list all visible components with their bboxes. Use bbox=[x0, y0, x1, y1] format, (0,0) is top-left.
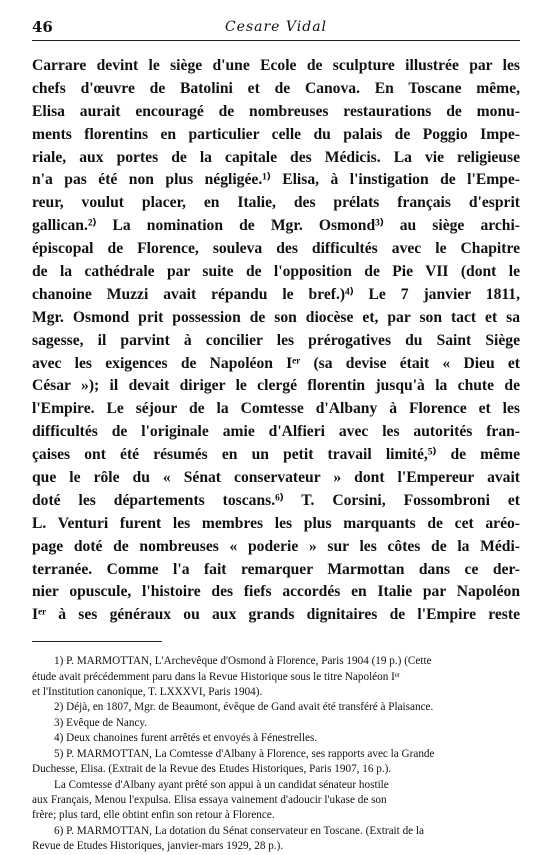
body-line: L. Venturi furent les membres les plus marquants de cet aréo- bbox=[32, 514, 520, 532]
body-line: l'Empire. Le séjour de la Comtesse d'Albany à Florence et les bbox=[32, 400, 520, 418]
footnote-line: La Comtesse d'Albany ayant prêté son appui à un candidat sénateur hostile bbox=[54, 778, 389, 791]
body-line: riale, aux portes de la capitale des Médicis. La vie religieuse bbox=[32, 148, 520, 166]
body-line: reur, voulut placer, en Italie, des prélats français d'esprit bbox=[32, 194, 520, 212]
body-line: gallican.²⁾ La nomination de Mgr. Osmond³⁾ au siège archi- bbox=[32, 217, 520, 235]
body-line: doté les départements toscans.⁶⁾ T. Corsini, Fossombroni et bbox=[32, 491, 520, 509]
footnote-line: 5) P. MARMOTTAN, La Comtesse d'Albany à Florence, ses rapports avec la Grande bbox=[54, 747, 435, 760]
body-line: çaises ont été résumés en un petit travail limité,⁵⁾ de même bbox=[32, 446, 520, 464]
body-line: page doté de nombreuses « poderie » sur les côtes de la Médi- bbox=[32, 537, 520, 555]
body-line: chanoine Muzzi avait répandu le bref.)⁴⁾ Le 7 janvier 1811, bbox=[32, 285, 520, 303]
footnote-line: étude avait précédemment paru dans la Revue Historique sous le titre Napoléon Iᵉʳ bbox=[32, 670, 401, 683]
footnote-line: 2) Déjà, en 1807, Mgr. de Beaumont, évêque de Gand avait été transféré à Plaisance. bbox=[54, 701, 434, 714]
body-line: Mgr. Osmond prit possession de son diocèse et, par son tact et sa bbox=[32, 308, 520, 326]
body-line: Carrare devint le siège d'une Ecole de sculpture illustrée par les bbox=[32, 57, 520, 74]
body-line: avec les exigences de Napoléon Iᵉʳ (sa devise était « Dieu et bbox=[32, 354, 520, 372]
footnote-divider bbox=[32, 641, 162, 642]
footnote-line: 1) P. MARMOTTAN, L'Archevêque d'Osmond à Florence, Paris 1904 (19 p.) (Cette bbox=[54, 655, 432, 668]
body-line: nier opuscule, l'histoire des fiefs accordés en Italie par Napoléon bbox=[32, 583, 520, 601]
body-line: de la cathédrale par suite de l'opposition de Pie VII (dont le bbox=[32, 263, 520, 281]
body-line: n'a pas été non plus négligée.¹⁾ Elisa, à l'instigation de l'Empe- bbox=[32, 171, 520, 189]
footnote-line: Duchesse, Elisa. (Extrait de la Revue des Etudes Historiques, Paris 1907, 16 p.). bbox=[32, 763, 392, 776]
body-line: ments florentins en particulier celle du palais de Poggio Impe- bbox=[32, 125, 520, 143]
body-line: terranée. Comme l'a fait remarquer Marmottan dans ce der- bbox=[32, 560, 520, 578]
body-line: que le rôle du « Sénat conservateur » dont l'Empereur avait bbox=[32, 469, 520, 487]
page bbox=[32, 16, 520, 855]
body-line: épiscopal de Florence, souleva des difficultés avec le Chapitre bbox=[32, 240, 520, 258]
footnote-line: 6) P. MARMOTTAN, La dotation du Sénat conservateur en Toscane. (Extrait de la bbox=[54, 824, 425, 837]
footnote-line: 3) Evêque de Nancy. bbox=[54, 716, 148, 729]
footnotes bbox=[32, 654, 520, 854]
page-number: 46 bbox=[32, 18, 53, 36]
body-line: chefs d'œuvre de Batolini et de Canova. En Toscane même, bbox=[32, 79, 520, 97]
body-line: difficultés de l'originale amie d'Alfieri avec les autorités fran- bbox=[32, 423, 520, 441]
body-line: sagesse, il parvint à concilier les prérogatives du Saint Siège bbox=[32, 331, 520, 349]
footnote-line: 4) Deux chanoines furent arrêtés et envoyés à Fénestrelles. bbox=[54, 732, 318, 745]
page-header bbox=[32, 16, 520, 41]
body-line: Elisa aurait encouragé de nombreuses restaurations de monu- bbox=[32, 102, 520, 120]
footnote-line: Revue de Etudes Historiques, janvier-mars 1929, 28 p.). bbox=[32, 840, 284, 853]
body-text bbox=[32, 55, 520, 627]
footnote-line: aux Français, Menou l'expulsa. Elisa essaya vainement d'adoucir l'ukase de son bbox=[32, 793, 387, 806]
footnote-line: et l'Institution canonique, T. LXXXVI, Paris 1904). bbox=[32, 686, 263, 699]
body-line: César »); il devait diriger le clergé florentin jusqu'à la chute de bbox=[32, 377, 520, 395]
footnote-line: frère; plus tard, elle obtint enfin son retour à Florence. bbox=[32, 809, 275, 822]
running-title: Cesare Vidal bbox=[224, 19, 328, 35]
body-line: Iᵉʳ à ses généraux ou aux grands dignitaires de l'Empire reste bbox=[32, 606, 520, 624]
